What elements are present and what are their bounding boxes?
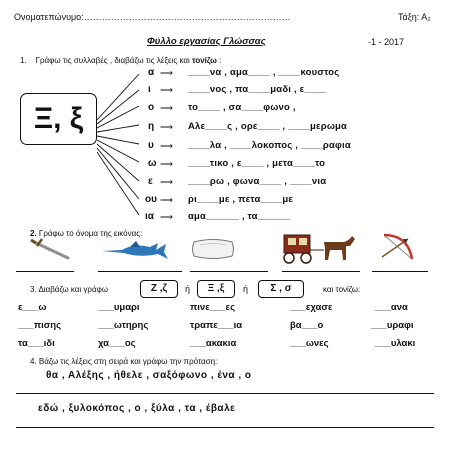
exercise1-text-end: : [219, 56, 222, 65]
sword-icon [28, 238, 76, 264]
choice-zeta: Ζ ,ζ [140, 280, 178, 298]
word-cell: ___υμαρι [98, 302, 140, 313]
word-cell: βα___ο [290, 320, 324, 331]
exercise2-text: Γράφω το όνομα της εικόνας: [38, 229, 143, 238]
answer-line-bow[interactable] [372, 271, 428, 272]
row-words: ____να , αμα____ , ____κουστος [188, 67, 340, 78]
exercise4-text: Βάζω τις λέξεις στη σειρά και γράφω την πρόταση: [38, 357, 218, 366]
answer-line-sentence2[interactable] [16, 427, 434, 428]
syllable-ia: ια [145, 211, 154, 222]
letters-xi: Ξ, ξ [33, 102, 84, 135]
syllable-a: α [148, 67, 155, 78]
date-label: -1 - 2017 [368, 37, 405, 47]
word-cell: ___υραφι [371, 320, 414, 331]
stagecoach-icon [280, 230, 358, 266]
syllable-ou: ου [145, 194, 157, 205]
exercise3-number: 3. [30, 285, 37, 294]
sheet-title: Φύλλο εργασίας Γλώσσας [147, 36, 266, 47]
syllable-o: ο [148, 102, 155, 113]
exercise1-text: Γράφω τις συλλαβές , διαβάζω τις λέξεις και [35, 56, 190, 65]
word-cell: ___υλακι [375, 338, 416, 349]
sentence1-words: θα , Αλέξης , ήθελε , σαξόφωνο , ένα , ο [46, 370, 252, 381]
syllable-i: ι [148, 84, 151, 95]
pillow-icon [190, 236, 236, 262]
choice-sigma: Σ , σ [258, 280, 304, 298]
arrow-icon: ⟶ [160, 159, 173, 169]
exercise1-instruction [20, 56, 221, 65]
syllable-eta: η [148, 121, 155, 132]
arrow-icon: ⟶ [160, 68, 173, 78]
choice-xi: Ξ ,ξ [197, 280, 235, 298]
exercise3-instruction [30, 285, 108, 294]
answer-line-stagecoach[interactable] [282, 271, 360, 272]
row-words: Αλε____ς , ορε____ , ____μερωμα [188, 121, 348, 132]
syllable-y: υ [148, 140, 154, 151]
answer-line-sentence1[interactable] [16, 393, 434, 394]
name-label: Ονοματεπώνυμο:…………………………………………………………… [14, 12, 291, 22]
exercise1-number: 1. [20, 56, 27, 65]
word-cell: πινε___ες [190, 302, 236, 313]
syllable-e: ε [148, 176, 153, 187]
arrow-icon: ⟶ [160, 103, 173, 113]
connector-lines [97, 68, 147, 218]
exercise3-text: Διαβάζω και γράφω [38, 285, 109, 294]
row-words: ____λα , ____λοκοπος , ____ραφια [188, 140, 351, 151]
word-cell: χα___ος [98, 338, 136, 349]
class-label: Τάξη: Α₂ [398, 12, 431, 22]
answer-line-swordfish[interactable] [98, 271, 182, 272]
arrow-icon: ⟶ [160, 141, 173, 151]
word-cell: ___ανα [375, 302, 408, 313]
arrow-icon: ⟶ [160, 85, 173, 95]
arrow-icon: ⟶ [160, 122, 173, 132]
word-cell: ε___ω [18, 302, 47, 313]
exercise2-instruction [30, 229, 142, 238]
arrow-icon: ⟶ [160, 212, 173, 222]
row-words: ____ρω , φωνα____ , ____νια [188, 176, 327, 187]
word-cell: ___ωνες [290, 338, 329, 349]
answer-line-sword[interactable] [16, 271, 74, 272]
word-cell: τα___ιδι [18, 338, 55, 349]
arrow-icon: ⟶ [160, 177, 173, 187]
arrow-icon: ⟶ [160, 195, 173, 205]
exercise3-text-end: και τονίζω: [323, 285, 361, 294]
letter-box [20, 93, 97, 145]
word-cell: τραπε___ια [190, 320, 243, 331]
exercise4-number: 4. [30, 357, 37, 366]
word-cell: ___ωτηρης [98, 320, 149, 331]
row-words: αμα______ , τα______ [188, 211, 291, 222]
exercise1-text-bold: τονίζω [192, 56, 217, 65]
row-words: το____ , σα____φωνο , [188, 102, 296, 113]
syllable-omega: ω [148, 158, 157, 169]
word-cell: ___πισης [18, 320, 62, 331]
exercise2-number: 2. [30, 229, 37, 238]
word-cell: ___ακακια [190, 338, 237, 349]
bow-arrow-icon [378, 231, 418, 263]
exercise4-instruction [30, 357, 217, 366]
swordfish-icon [100, 240, 172, 262]
or-label: ή [185, 284, 191, 294]
row-words: ____τικο , ε____ , μετα____το [188, 158, 326, 169]
answer-line-pillow[interactable] [190, 271, 268, 272]
word-cell: ___εχασε [290, 302, 333, 313]
sentence2-words: εδώ , ξυλοκόπος , ο , ξύλα , τα , έβαλε [38, 403, 236, 414]
or-label: ή [243, 284, 249, 294]
row-words: ρι____με , πετα____με [188, 194, 294, 205]
row-words: ____νος , πα____μαδι , ε____ [188, 84, 327, 95]
